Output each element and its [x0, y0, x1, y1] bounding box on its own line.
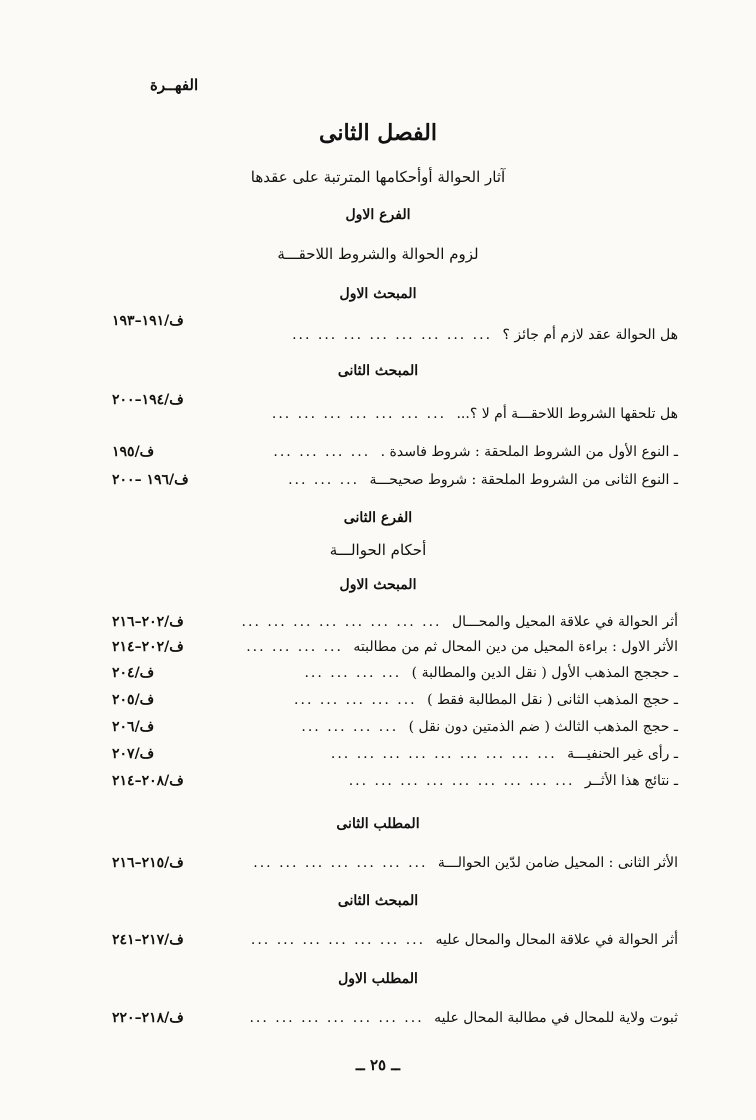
- subsection-heading: المطلب الاول: [338, 971, 418, 987]
- toc-entry-page: ف/٢٠٨–٢١٤: [112, 773, 184, 789]
- toc-entry: [112, 470, 678, 490]
- toc-entry-page: ف/٢٠٥: [112, 692, 155, 708]
- toc-entry-text: الأثر الاول : براءة المحيل من دين المحال ثم من مطالبته: [353, 639, 678, 655]
- toc-entry: [112, 442, 678, 462]
- page-number: ــ ٢٥ ــ: [355, 1056, 401, 1074]
- toc-entry-text: ـ النوع الأول من الشروط الملحقة : شروط فاسدة .: [380, 444, 678, 460]
- section-heading-1: الفرع الاول: [345, 207, 411, 223]
- toc-entry-text: ـ نتائج هذا الأثــر: [584, 773, 678, 789]
- toc-entry-text: ـ النوع الثانى من الشروط الملحقة : شروط صحيحـــة: [369, 472, 678, 488]
- toc-leader-dots: ... ... ... ... ... ... ... ... ...: [348, 773, 575, 789]
- toc-entry-page: ف/١٩٥: [112, 444, 155, 460]
- toc-entry-page: ف/٢١٨–٢٢٠: [112, 1010, 184, 1026]
- toc-entry-page: ف/٢٠٧: [112, 746, 155, 762]
- toc-entry-page: ف/١٩٦ –٢٠٠: [112, 472, 189, 488]
- toc-leader-dots: ... ... ... ... ... ... ...: [271, 406, 447, 422]
- toc-entry-page: ف/٢٠٢–٢١٦: [112, 614, 184, 630]
- toc-entry: [112, 313, 678, 345]
- toc-entry-page: ف/٢١٧–٢٤١: [112, 932, 184, 948]
- subsection-heading: المبحث الاول: [339, 577, 417, 593]
- section-title-1: لزوم الحوالة والشروط اللاحقـــة: [277, 245, 479, 263]
- toc-entry-text: ـ حججج المذهب الأول ( نقل الدين والمطالبة ): [411, 665, 678, 681]
- toc-leader-dots: ... ... ... ...: [246, 639, 343, 655]
- chapter-title: الفصل الثانى: [319, 120, 437, 146]
- toc-leader-dots: ... ... ... ...: [301, 719, 399, 735]
- toc-leader-dots: ... ... ... ...: [273, 444, 371, 460]
- chapter-subtitle: آثار الحوالة أوأحكامها المترتبة على عقدها: [250, 168, 506, 186]
- toc-leader-dots: ... ... ... ... ... ... ... ... ...: [330, 746, 557, 762]
- toc-leader-dots: ... ... ... ... ... ... ...: [250, 932, 426, 948]
- toc-entry: [112, 1008, 678, 1028]
- toc-entry-text: هل تلحقها الشروط اللاحقـــة أم لا ؟...: [456, 406, 678, 422]
- toc-entry-text: ثبوت ولاية للمحال في مطالبة المحال عليه: [434, 1010, 678, 1026]
- toc-entry-text: الأثر الثانى : المحيل ضامن لدّين الحوالـــة: [437, 855, 678, 871]
- subsection-heading: المطلب الثانى: [336, 816, 420, 832]
- toc-leader-dots: ... ... ... ... ... ... ...: [249, 1010, 424, 1026]
- toc-leader-dots: ... ... ...: [288, 472, 360, 488]
- toc-entry: [112, 717, 678, 737]
- running-header: الفهــرة: [150, 76, 199, 94]
- toc-entry-text: ـ حجج المذهب الثانى ( نقل المطالبة فقط ): [427, 692, 678, 708]
- toc-entry: [112, 637, 678, 657]
- toc-entry-text: ـ حجج المذهب الثالث ( ضم الذمتين دون نقل ): [408, 719, 678, 735]
- toc-leader-dots: ... ... ... ... ...: [294, 692, 417, 708]
- toc-leader-dots: ... ... ... ... ... ... ... ...: [241, 614, 442, 630]
- toc-entry-text: ـ رأى غير الحنفيـــة: [567, 746, 678, 762]
- toc-entry-page: ف/١٩١–١٩٣: [112, 313, 184, 329]
- toc-entry-page: ف/٢٠٤: [112, 665, 155, 681]
- toc-entry: [112, 612, 678, 632]
- section-title-2: أحكام الحوالـــة: [329, 541, 427, 559]
- section-heading-2: الفرع الثانى: [343, 510, 413, 526]
- toc-entry-page: ف/٢٠٢–٢١٤: [112, 639, 184, 655]
- toc-entry-text: أثر الحوالة في علاقة المحال والمحال عليه: [435, 932, 678, 948]
- toc-entry: [112, 930, 678, 950]
- toc-entry-page: ف/١٩٤–٢٠٠: [112, 392, 184, 408]
- toc-entry: [112, 392, 678, 424]
- subsection-heading: المبحث الثانى: [337, 893, 419, 909]
- toc-leader-dots: ... ... ... ... ... ... ... ...: [292, 327, 493, 343]
- subsection-heading: المبحث الثانى: [337, 363, 419, 379]
- toc-entry: [112, 744, 678, 764]
- toc-entry-text: هل الحوالة عقد لازم أم جائز ؟: [502, 327, 678, 343]
- toc-entry: [112, 690, 678, 710]
- toc-entry-page: ف/٢٠٦: [112, 719, 155, 735]
- toc-entry: [112, 853, 678, 873]
- toc-entry-text: أثر الحوالة في علاقة المحيل والمحـــال: [451, 614, 678, 630]
- toc-entry: [112, 663, 678, 683]
- subsection-heading: المبحث الاول: [339, 286, 417, 302]
- toc-entry-page: ف/٢١٥–٢١٦: [112, 855, 184, 871]
- toc-leader-dots: ... ... ... ...: [304, 665, 402, 681]
- toc-entry: [112, 771, 678, 791]
- toc-leader-dots: ... ... ... ... ... ... ...: [253, 855, 428, 871]
